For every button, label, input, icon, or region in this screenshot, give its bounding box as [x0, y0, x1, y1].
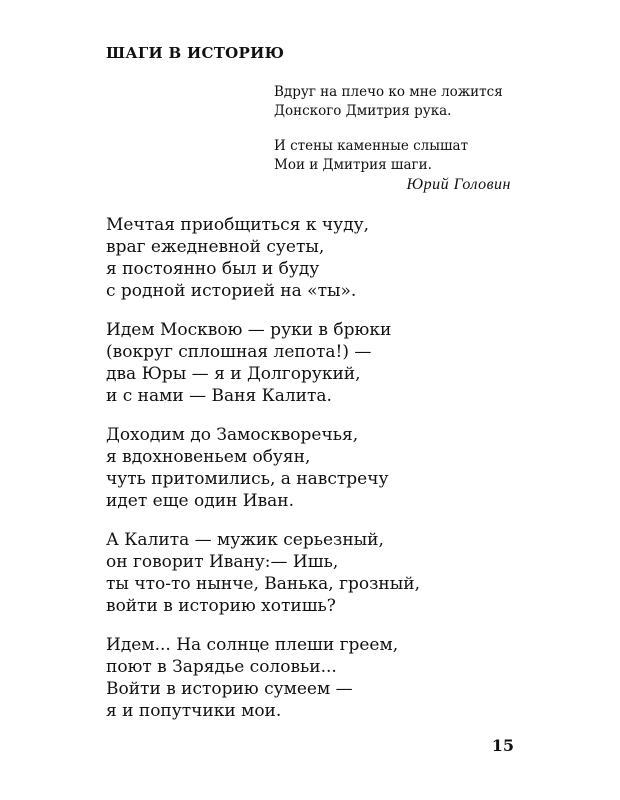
poem-line: враг ежедневной суеты,	[106, 237, 325, 257]
poem-line: чуть притомились, а навстречу	[106, 469, 389, 489]
poem-line: А Калита — мужик серьезный,	[106, 530, 384, 550]
poem-line: я и попутчики мои.	[106, 701, 282, 721]
poem-line: с родной историей на «ты».	[106, 281, 357, 301]
poem-line: я постоянно был и буду	[106, 259, 320, 279]
poem-line: я вдохновеньем обуян,	[106, 447, 311, 467]
poem-line: он говорит Ивану:— Ишь,	[106, 552, 339, 572]
poem-stanza	[106, 529, 526, 617]
page-number: 15	[491, 736, 514, 755]
poem-line: Мечтая приобщиться к чуду,	[106, 215, 369, 235]
poem-line: ты что-то нынче, Ванька, грозный,	[106, 574, 420, 594]
poem-stanza	[106, 214, 526, 302]
poem-line: войти в историю хотишь?	[106, 596, 336, 616]
poem-line: (вокруг сплошная лепота!) —	[106, 342, 372, 362]
poem-line: Доходим до Замоскворечья,	[106, 425, 359, 445]
poem-line: два Юры — я и Долгорукий,	[106, 364, 361, 384]
poem-line: Идем Москвою — руки в брюки	[106, 320, 392, 340]
poem-stanza	[106, 319, 526, 407]
poem-stanza	[106, 634, 526, 722]
epigraph-line: Вдруг на плечо ко мне ложится	[274, 84, 503, 100]
poem-body	[106, 214, 526, 739]
poem-line: Идем... На солнце плеши греем,	[106, 635, 399, 655]
poem-stanza	[106, 424, 526, 512]
epigraph-stanza	[274, 137, 534, 175]
poem-line: Войти в историю сумеем —	[106, 679, 353, 699]
epigraph-author: Юрий Головин	[406, 176, 511, 193]
epigraph-line: Мои и Дмитрия шаги.	[274, 157, 432, 173]
poem-line: и с нами — Ваня Калита.	[106, 386, 332, 406]
epigraph-line: И стены каменные слышат	[274, 138, 469, 154]
epigraph-stanza	[274, 83, 534, 121]
epigraph	[274, 83, 534, 191]
epigraph-line: Донского Дмитрия рука.	[274, 103, 452, 119]
poem-line: поют в Зарядье соловьи...	[106, 657, 337, 677]
poem-line: идет еще один Иван.	[106, 491, 295, 511]
poem-title: ШАГИ В ИСТОРИЮ	[106, 44, 285, 62]
